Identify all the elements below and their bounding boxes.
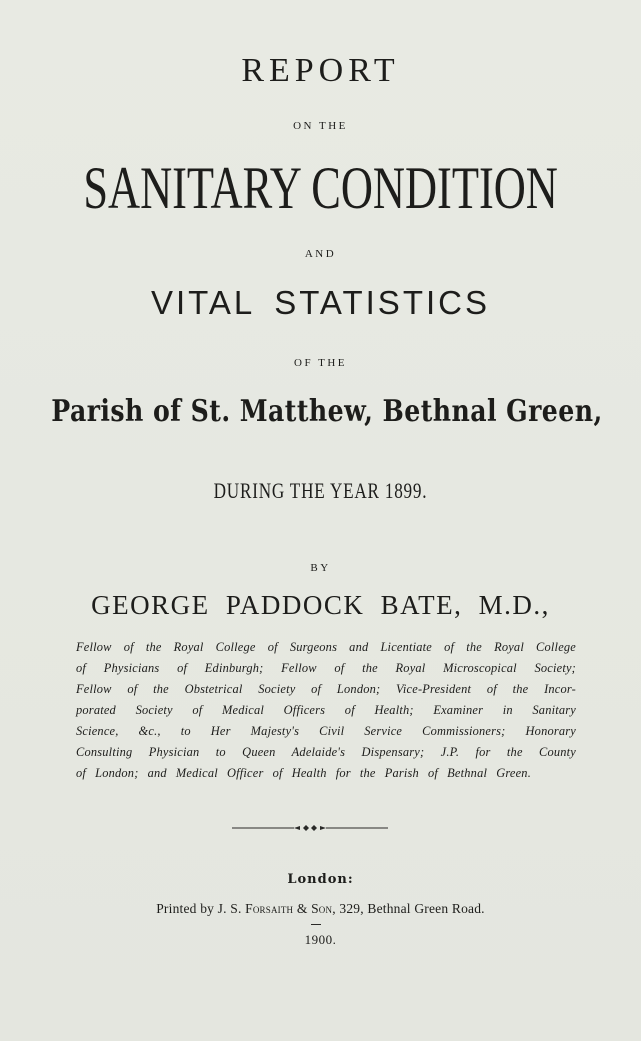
credentials-line: Fellow of the Obstetrical Society of London; Vice-President of the Incor- — [76, 682, 576, 696]
sanitary-condition-heading: SANITARY CONDITION — [83, 155, 558, 221]
publication-year: 1900. — [304, 932, 337, 947]
of-the-connector: OF THE — [294, 357, 347, 369]
credentials-line: Consulting Physician to Queen Adelaide's Dispensary; J.P. for the County — [76, 745, 576, 759]
credentials-line: porated Society of Medical Officers of Health; Examiner in Sanitary — [76, 703, 576, 717]
printed-by-text: Printed by J. S. — [156, 901, 246, 916]
credentials-line: Fellow of the Royal College of Surgeons and Licentiate of the Royal College — [76, 640, 576, 654]
credentials-line: of Physicians of Edinburgh; Fellow of the Royal Microscopical Society; — [76, 661, 576, 675]
credentials-line: of London; and Medical Officer of Health for the Parish of Bethnal Green. — [76, 766, 531, 780]
author-name: GEORGE PADDOCK BATE, M.D., — [91, 590, 550, 620]
parish-name: Parish of St. Matthew, Bethnal Green, — [51, 394, 603, 429]
vital-statistics-heading: VITAL STATISTICS — [151, 284, 490, 321]
imprint-city: London: — [287, 872, 354, 887]
printer-line — [0, 901, 641, 917]
on-the-connector: ON THE — [293, 120, 348, 132]
imprint-dash — [311, 924, 321, 925]
printer-address: , 329, Bethnal Green Road. — [332, 901, 485, 916]
credentials-line: Science, &c., to Her Majesty's Civil Service Commissioners; Honorary — [76, 724, 576, 738]
report-heading: REPORT — [241, 52, 400, 89]
and-connector: AND — [304, 248, 337, 260]
ornamental-rule — [232, 822, 388, 834]
printer-name: Forsaith & Son — [245, 901, 333, 916]
during-year-line: DURING THE YEAR 1899. — [213, 478, 428, 503]
by-connector: BY — [310, 562, 331, 574]
